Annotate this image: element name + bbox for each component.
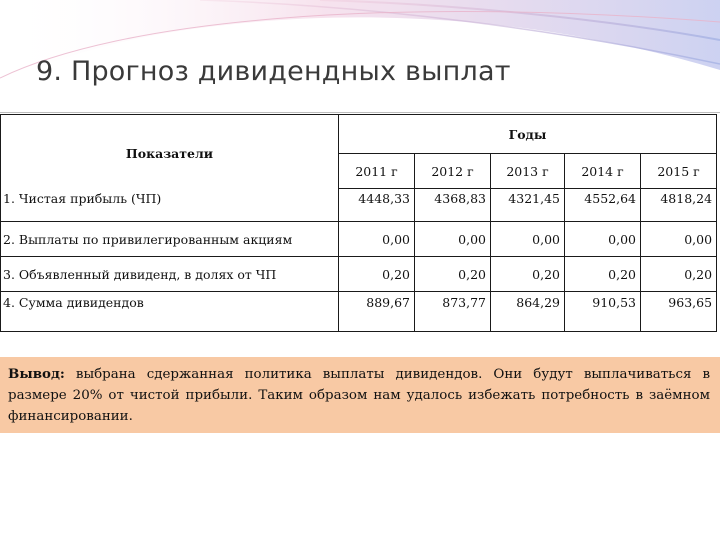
indicators-header: Показатели — [1, 115, 339, 189]
row-value: 0,00 — [565, 222, 641, 257]
row-value: 0,20 — [339, 257, 415, 292]
row-value: 0,20 — [641, 257, 717, 292]
row-value: 910,53 — [565, 292, 641, 332]
year-header: 2015 г — [641, 154, 717, 189]
row-value: 0,00 — [339, 222, 415, 257]
row-value: 0,20 — [491, 257, 565, 292]
row-value: 4368,83 — [415, 189, 491, 222]
conclusion-text: выбрана сдержанная политика выплаты дивидендов. Они будут выплачиваться в размере 20% от чистой прибыли. Таким образом нам удалось избежать потребность в заёмном финансировании. — [8, 367, 710, 424]
year-header: 2014 г — [565, 154, 641, 189]
table-row — [1, 257, 717, 292]
row-value: 0,00 — [415, 222, 491, 257]
title-divider — [0, 112, 720, 113]
table-row — [1, 292, 717, 332]
row-value: 4321,45 — [491, 189, 565, 222]
row-label: 2. Выплаты по привилегированным акциям — [1, 222, 339, 257]
row-value: 864,29 — [491, 292, 565, 332]
row-value: 4818,24 — [641, 189, 717, 222]
years-header: Годы — [339, 115, 717, 154]
table-row — [1, 222, 717, 257]
decorative-header-swoosh — [0, 0, 720, 110]
table-header-row — [1, 115, 717, 154]
row-value: 889,67 — [339, 292, 415, 332]
row-value: 0,00 — [641, 222, 717, 257]
year-header: 2013 г — [491, 154, 565, 189]
dividend-forecast-table — [0, 114, 717, 332]
table-row — [1, 189, 717, 222]
row-label: 1. Чистая прибыль (ЧП) — [1, 189, 339, 222]
row-label: 4. Сумма дивидендов — [1, 292, 339, 332]
conclusion-box — [0, 357, 720, 433]
conclusion-lead: Вывод: — [8, 366, 65, 382]
row-value: 963,65 — [641, 292, 717, 332]
year-header: 2012 г — [415, 154, 491, 189]
row-value: 4552,64 — [565, 189, 641, 222]
year-header: 2011 г — [339, 154, 415, 189]
row-value: 4448,33 — [339, 189, 415, 222]
row-value: 0,20 — [415, 257, 491, 292]
page-title: 9. Прогноз дивидендных выплат — [36, 56, 511, 87]
row-label: 3. Объявленный дивиденд, в долях от ЧП — [1, 257, 339, 292]
row-value: 873,77 — [415, 292, 491, 332]
row-value: 0,00 — [491, 222, 565, 257]
row-value: 0,20 — [565, 257, 641, 292]
